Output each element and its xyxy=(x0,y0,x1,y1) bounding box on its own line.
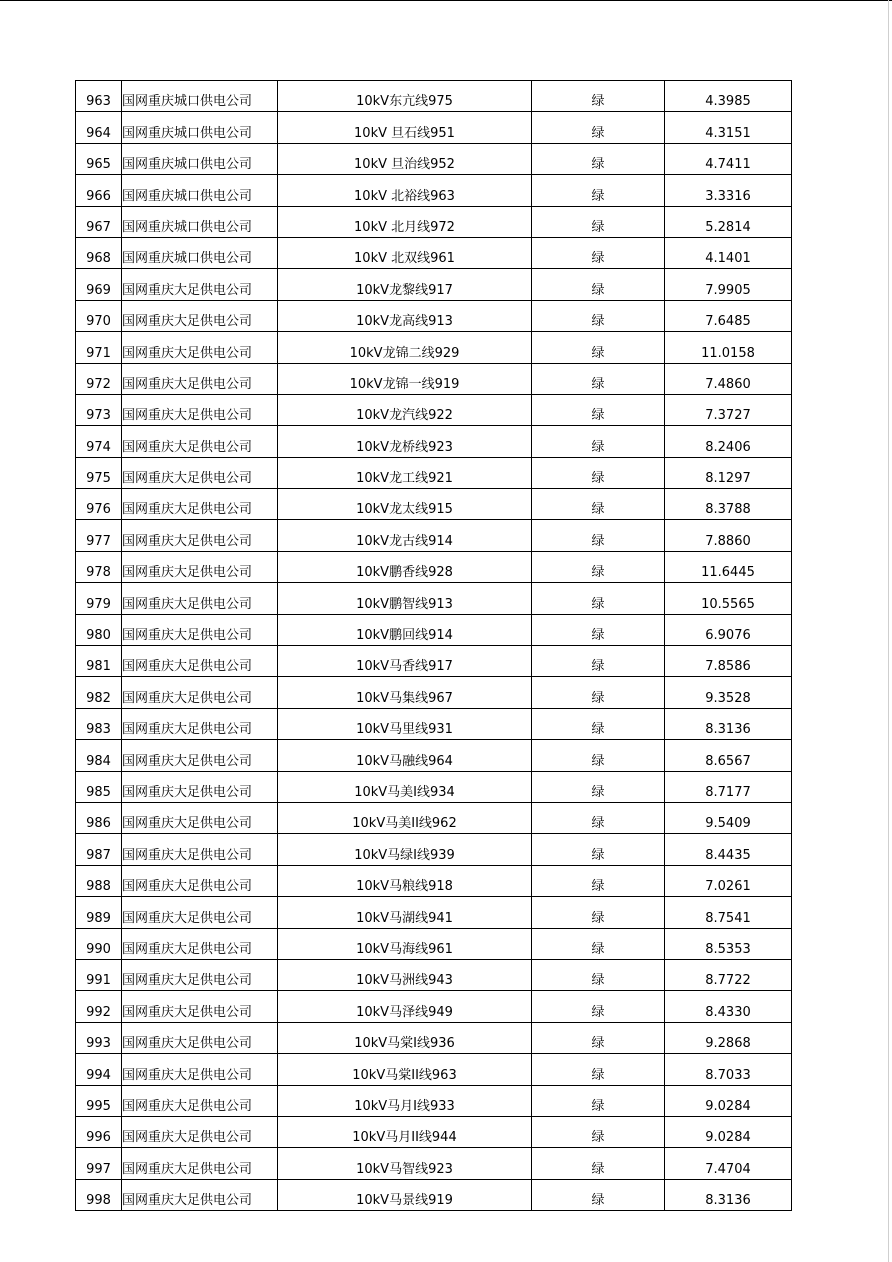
row-number-cell: 984 xyxy=(76,740,122,771)
value-cell: 7.0261 xyxy=(665,865,792,896)
line-name-cell: 10kV龙锦二线929 xyxy=(278,332,532,363)
table-row xyxy=(76,708,792,739)
page-right-edge xyxy=(888,0,889,1262)
row-number-cell: 969 xyxy=(76,269,122,300)
status-cell: 绿 xyxy=(532,489,665,520)
table-row xyxy=(76,551,792,582)
company-cell: 国网重庆大足供电公司 xyxy=(122,802,278,833)
value-cell: 8.2406 xyxy=(665,426,792,457)
status-cell: 绿 xyxy=(532,112,665,143)
status-cell: 绿 xyxy=(532,1054,665,1085)
status-cell: 绿 xyxy=(532,520,665,551)
row-number-cell: 971 xyxy=(76,332,122,363)
value-cell: 9.0284 xyxy=(665,1116,792,1147)
row-number-cell: 977 xyxy=(76,520,122,551)
value-cell: 8.7177 xyxy=(665,771,792,802)
row-number-cell: 965 xyxy=(76,143,122,174)
status-cell: 绿 xyxy=(532,81,665,112)
line-name-cell: 10kV马美I线934 xyxy=(278,771,532,802)
value-cell: 8.4435 xyxy=(665,834,792,865)
row-number-cell: 987 xyxy=(76,834,122,865)
company-cell: 国网重庆大足供电公司 xyxy=(122,583,278,614)
value-cell: 7.3727 xyxy=(665,394,792,425)
company-cell: 国网重庆大足供电公司 xyxy=(122,677,278,708)
row-number-cell: 976 xyxy=(76,489,122,520)
line-name-cell: 10kV马香线917 xyxy=(278,646,532,677)
value-cell: 6.9076 xyxy=(665,614,792,645)
line-name-cell: 10kV马海线961 xyxy=(278,928,532,959)
row-number-cell: 996 xyxy=(76,1116,122,1147)
value-cell: 8.4330 xyxy=(665,991,792,1022)
line-name-cell: 10kV马融线964 xyxy=(278,740,532,771)
table-row xyxy=(76,175,792,206)
table-row xyxy=(76,834,792,865)
line-name-cell: 10kV 北月线972 xyxy=(278,206,532,237)
company-cell: 国网重庆城口供电公司 xyxy=(122,206,278,237)
company-cell: 国网重庆大足供电公司 xyxy=(122,1148,278,1179)
company-cell: 国网重庆大足供电公司 xyxy=(122,834,278,865)
table-row xyxy=(76,928,792,959)
line-name-cell: 10kV 旦石线951 xyxy=(278,112,532,143)
line-name-cell: 10kV马洲线943 xyxy=(278,959,532,990)
company-cell: 国网重庆大足供电公司 xyxy=(122,269,278,300)
table-row xyxy=(76,81,792,112)
line-name-cell: 10kV龙汽线922 xyxy=(278,394,532,425)
line-name-cell: 10kV鹏香线928 xyxy=(278,551,532,582)
company-cell: 国网重庆大足供电公司 xyxy=(122,991,278,1022)
company-cell: 国网重庆大足供电公司 xyxy=(122,520,278,551)
company-cell: 国网重庆大足供电公司 xyxy=(122,1085,278,1116)
row-number-cell: 988 xyxy=(76,865,122,896)
company-cell: 国网重庆大足供电公司 xyxy=(122,959,278,990)
page-top-border xyxy=(0,0,892,1)
value-cell: 5.2814 xyxy=(665,206,792,237)
value-cell: 4.1401 xyxy=(665,237,792,268)
status-cell: 绿 xyxy=(532,551,665,582)
line-name-cell: 10kV鹏智线913 xyxy=(278,583,532,614)
value-cell: 9.2868 xyxy=(665,1022,792,1053)
line-name-cell: 10kV马月I线933 xyxy=(278,1085,532,1116)
row-number-cell: 966 xyxy=(76,175,122,206)
row-number-cell: 998 xyxy=(76,1179,122,1210)
value-cell: 8.3788 xyxy=(665,489,792,520)
line-name-cell: 10kV龙古线914 xyxy=(278,520,532,551)
row-number-cell: 979 xyxy=(76,583,122,614)
value-cell: 8.7541 xyxy=(665,897,792,928)
status-cell: 绿 xyxy=(532,394,665,425)
status-cell: 绿 xyxy=(532,175,665,206)
row-number-cell: 982 xyxy=(76,677,122,708)
table-row xyxy=(76,489,792,520)
value-cell: 10.5565 xyxy=(665,583,792,614)
status-cell: 绿 xyxy=(532,363,665,394)
value-cell: 7.4860 xyxy=(665,363,792,394)
row-number-cell: 963 xyxy=(76,81,122,112)
status-cell: 绿 xyxy=(532,677,665,708)
table-row xyxy=(76,677,792,708)
table-row xyxy=(76,394,792,425)
table-row xyxy=(76,457,792,488)
table-row xyxy=(76,1085,792,1116)
line-name-cell: 10kV马泽线949 xyxy=(278,991,532,1022)
table-row xyxy=(76,740,792,771)
status-cell: 绿 xyxy=(532,928,665,959)
value-cell: 7.4704 xyxy=(665,1148,792,1179)
company-cell: 国网重庆大足供电公司 xyxy=(122,928,278,959)
table-row xyxy=(76,583,792,614)
line-name-cell: 10kV马粮线918 xyxy=(278,865,532,896)
line-name-cell: 10kV龙太线915 xyxy=(278,489,532,520)
table-row xyxy=(76,520,792,551)
line-name-cell: 10kV马绿I线939 xyxy=(278,834,532,865)
status-cell: 绿 xyxy=(532,583,665,614)
row-number-cell: 986 xyxy=(76,802,122,833)
value-cell: 8.6567 xyxy=(665,740,792,771)
table-row xyxy=(76,143,792,174)
line-name-cell: 10kV马月II线944 xyxy=(278,1116,532,1147)
line-name-cell: 10kV马棠II线963 xyxy=(278,1054,532,1085)
table-row xyxy=(76,269,792,300)
value-cell: 3.3316 xyxy=(665,175,792,206)
value-cell: 9.3528 xyxy=(665,677,792,708)
table-row xyxy=(76,206,792,237)
value-cell: 8.3136 xyxy=(665,1179,792,1210)
status-cell: 绿 xyxy=(532,269,665,300)
value-cell: 9.5409 xyxy=(665,802,792,833)
value-cell: 11.0158 xyxy=(665,332,792,363)
line-name-cell: 10kV马智线923 xyxy=(278,1148,532,1179)
table-row xyxy=(76,426,792,457)
company-cell: 国网重庆城口供电公司 xyxy=(122,237,278,268)
line-name-cell: 10kV马里线931 xyxy=(278,708,532,739)
line-name-cell: 10kV马景线919 xyxy=(278,1179,532,1210)
value-cell: 8.7722 xyxy=(665,959,792,990)
table-row xyxy=(76,1179,792,1210)
line-name-cell: 10kV马集线967 xyxy=(278,677,532,708)
status-cell: 绿 xyxy=(532,237,665,268)
row-number-cell: 973 xyxy=(76,394,122,425)
company-cell: 国网重庆大足供电公司 xyxy=(122,1179,278,1210)
status-cell: 绿 xyxy=(532,740,665,771)
company-cell: 国网重庆大足供电公司 xyxy=(122,1054,278,1085)
status-cell: 绿 xyxy=(532,834,665,865)
value-cell: 8.7033 xyxy=(665,1054,792,1085)
company-cell: 国网重庆大足供电公司 xyxy=(122,646,278,677)
row-number-cell: 967 xyxy=(76,206,122,237)
status-cell: 绿 xyxy=(532,1148,665,1179)
status-cell: 绿 xyxy=(532,457,665,488)
table-row xyxy=(76,1054,792,1085)
company-cell: 国网重庆大足供电公司 xyxy=(122,1116,278,1147)
status-cell: 绿 xyxy=(532,771,665,802)
value-cell: 4.3151 xyxy=(665,112,792,143)
company-cell: 国网重庆大足供电公司 xyxy=(122,426,278,457)
status-cell: 绿 xyxy=(532,897,665,928)
line-name-cell: 10kV马湖线941 xyxy=(278,897,532,928)
value-cell: 11.6445 xyxy=(665,551,792,582)
table-row xyxy=(76,991,792,1022)
status-cell: 绿 xyxy=(532,300,665,331)
line-name-cell: 10kV马美II线962 xyxy=(278,802,532,833)
row-number-cell: 989 xyxy=(76,897,122,928)
value-cell: 8.1297 xyxy=(665,457,792,488)
data-table xyxy=(75,80,792,1211)
table-row xyxy=(76,1148,792,1179)
status-cell: 绿 xyxy=(532,708,665,739)
line-name-cell: 10kV龙工线921 xyxy=(278,457,532,488)
row-number-cell: 978 xyxy=(76,551,122,582)
row-number-cell: 990 xyxy=(76,928,122,959)
row-number-cell: 991 xyxy=(76,959,122,990)
row-number-cell: 964 xyxy=(76,112,122,143)
line-name-cell: 10kV鹏回线914 xyxy=(278,614,532,645)
company-cell: 国网重庆大足供电公司 xyxy=(122,457,278,488)
line-name-cell: 10kV龙锦一线919 xyxy=(278,363,532,394)
line-name-cell: 10kV 旦治线952 xyxy=(278,143,532,174)
row-number-cell: 994 xyxy=(76,1054,122,1085)
value-cell: 7.8860 xyxy=(665,520,792,551)
value-cell: 4.3985 xyxy=(665,81,792,112)
status-cell: 绿 xyxy=(532,1116,665,1147)
company-cell: 国网重庆城口供电公司 xyxy=(122,143,278,174)
status-cell: 绿 xyxy=(532,1022,665,1053)
status-cell: 绿 xyxy=(532,1179,665,1210)
value-cell: 8.3136 xyxy=(665,708,792,739)
row-number-cell: 992 xyxy=(76,991,122,1022)
company-cell: 国网重庆大足供电公司 xyxy=(122,614,278,645)
company-cell: 国网重庆大足供电公司 xyxy=(122,708,278,739)
table-row xyxy=(76,237,792,268)
value-cell: 8.5353 xyxy=(665,928,792,959)
row-number-cell: 972 xyxy=(76,363,122,394)
company-cell: 国网重庆城口供电公司 xyxy=(122,81,278,112)
company-cell: 国网重庆大足供电公司 xyxy=(122,740,278,771)
table-row xyxy=(76,332,792,363)
company-cell: 国网重庆大足供电公司 xyxy=(122,300,278,331)
company-cell: 国网重庆大足供电公司 xyxy=(122,865,278,896)
table-row xyxy=(76,646,792,677)
line-name-cell: 10kV马棠I线936 xyxy=(278,1022,532,1053)
value-cell: 9.0284 xyxy=(665,1085,792,1116)
company-cell: 国网重庆大足供电公司 xyxy=(122,551,278,582)
status-cell: 绿 xyxy=(532,865,665,896)
value-cell: 7.9905 xyxy=(665,269,792,300)
table-row xyxy=(76,802,792,833)
status-cell: 绿 xyxy=(532,959,665,990)
company-cell: 国网重庆大足供电公司 xyxy=(122,771,278,802)
row-number-cell: 975 xyxy=(76,457,122,488)
row-number-cell: 981 xyxy=(76,646,122,677)
row-number-cell: 980 xyxy=(76,614,122,645)
company-cell: 国网重庆大足供电公司 xyxy=(122,1022,278,1053)
status-cell: 绿 xyxy=(532,426,665,457)
company-cell: 国网重庆城口供电公司 xyxy=(122,112,278,143)
line-name-cell: 10kV 北双线961 xyxy=(278,237,532,268)
line-name-cell: 10kV龙高线913 xyxy=(278,300,532,331)
table-row xyxy=(76,1022,792,1053)
status-cell: 绿 xyxy=(532,646,665,677)
table-row xyxy=(76,363,792,394)
company-cell: 国网重庆大足供电公司 xyxy=(122,897,278,928)
row-number-cell: 974 xyxy=(76,426,122,457)
company-cell: 国网重庆大足供电公司 xyxy=(122,394,278,425)
value-cell: 7.6485 xyxy=(665,300,792,331)
table-row xyxy=(76,897,792,928)
table-body xyxy=(76,81,792,1211)
table-row xyxy=(76,614,792,645)
row-number-cell: 997 xyxy=(76,1148,122,1179)
row-number-cell: 985 xyxy=(76,771,122,802)
status-cell: 绿 xyxy=(532,802,665,833)
line-name-cell: 10kV东亢线975 xyxy=(278,81,532,112)
row-number-cell: 970 xyxy=(76,300,122,331)
company-cell: 国网重庆城口供电公司 xyxy=(122,175,278,206)
table-row xyxy=(76,300,792,331)
company-cell: 国网重庆大足供电公司 xyxy=(122,363,278,394)
value-cell: 4.7411 xyxy=(665,143,792,174)
line-name-cell: 10kV 北裕线963 xyxy=(278,175,532,206)
table-row xyxy=(76,865,792,896)
value-cell: 7.8586 xyxy=(665,646,792,677)
status-cell: 绿 xyxy=(532,143,665,174)
line-name-cell: 10kV龙桥线923 xyxy=(278,426,532,457)
company-cell: 国网重庆大足供电公司 xyxy=(122,332,278,363)
status-cell: 绿 xyxy=(532,614,665,645)
row-number-cell: 983 xyxy=(76,708,122,739)
company-cell: 国网重庆大足供电公司 xyxy=(122,489,278,520)
status-cell: 绿 xyxy=(532,206,665,237)
table-row xyxy=(76,959,792,990)
status-cell: 绿 xyxy=(532,332,665,363)
status-cell: 绿 xyxy=(532,991,665,1022)
status-cell: 绿 xyxy=(532,1085,665,1116)
row-number-cell: 995 xyxy=(76,1085,122,1116)
table-row xyxy=(76,1116,792,1147)
line-name-cell: 10kV龙黎线917 xyxy=(278,269,532,300)
row-number-cell: 968 xyxy=(76,237,122,268)
table-row xyxy=(76,112,792,143)
table-row xyxy=(76,771,792,802)
row-number-cell: 993 xyxy=(76,1022,122,1053)
